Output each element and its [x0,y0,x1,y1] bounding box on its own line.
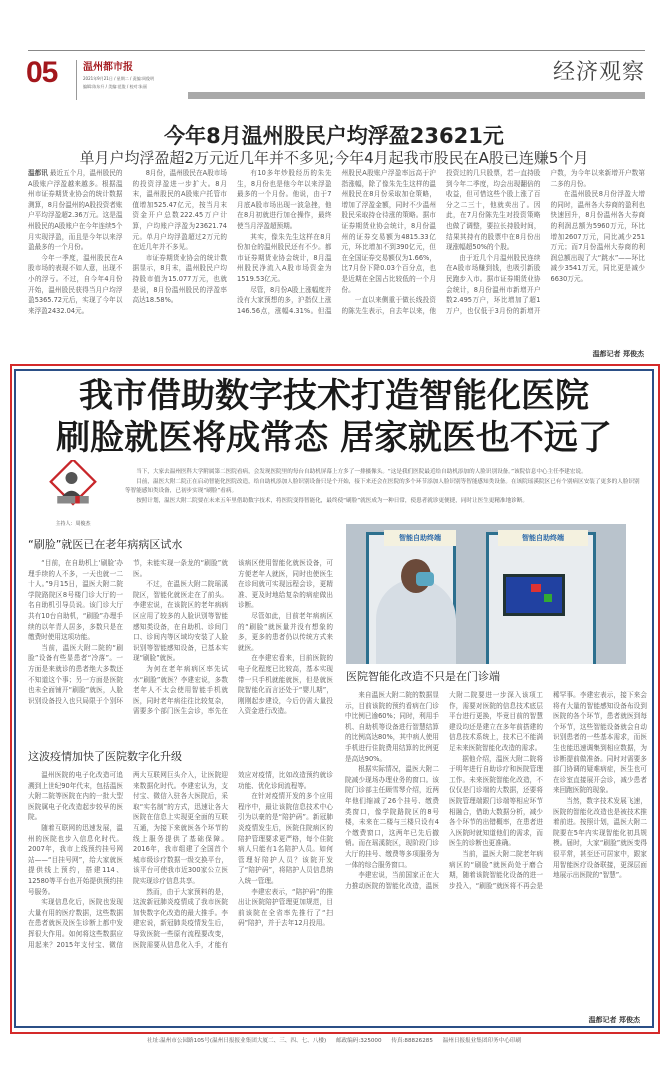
section2-title: 这波疫情加快了医院数字化升级 [28,750,182,763]
paragraph: 在李建宏看来，目前医院的电子化程度已比较高，基本实现带一只手机就能就医，但是就医院智能化而言还处于“婴儿期”，刚刚起步建设，今后仍需大量投入资金进行改造。 [238,654,333,716]
masthead-editors-line: 编辑:陈东升 / 美编:范俊 / 校对:朱丽 [83,84,147,89]
paragraph: 今年一季度，温州股民在A股市场的表现不如人意，出现不小的浮亏。不过，自今年4月份开始，温州股民获得当月户均浮盈5365.72元后，实现了今年以来浮盈2432.04元。 [28,253,123,315]
lead-text: 最近五个月，温州股民的A股账户浮盈越来越多。根据温州市证券期货业协会的统计数据测算，8月份温州的A股投资者账户平均浮盈超2.36万元。这是温州股民的A股账户在今年连续5个月实现浮盈，而且是今年以来浮盈最多的一个月份。 [28,169,123,252]
paragraph: 尽管，8月份A股上涨幅度并没有大家预想的多，沪指仅上涨146.56点，涨幅4.31%。但温州股民A股账户浮盈率远高于沪指涨幅，除了像朱先生这样的温州股民在8月份采取加仓策略，增加了浮盈金额，同时不少温州股民采取持仓待涨的策略。据市证券期货业协会统计，8月份温州的证券交易额为4815.33亿元，环比增加不到390亿元，但在全国证券交易额仅为1.66%，比7月份下降0.03个百分点，也是近期在全国占比较低的一个月份。 [237,169,436,315]
masthead-bar [188,92,645,99]
paragraph: 按照计划，温医大附二院要在未来五年里借助数字技术，将医院变得智能化，最终使“刷脸”就医成为一种日常，使患者就诊更便捷，同时让医生更精准地诊断。 [136,497,528,504]
paragraph: 尽管如此，目前老年病病区的“刷脸”就医量并没有想象的多，更多的患者仍以传统方式来就医。 [238,611,333,652]
paper-name: 温州都市报 [83,62,133,73]
top-article-headline: 今年8月温州股民户均浮盈23621元 [164,124,504,148]
section3-body [345,690,647,1012]
footer-fax: 传真:88826285 [391,1038,433,1044]
paragraph: 据他介绍，温医大附二院将于明年进行自助诊疗和医院管理工作。未来医院智能化改造，不仅仅是门诊端的大数据，还要将医院管理端跟门诊端等相应环节相融合，借助大数据分析，减少各个环节的出错概率，在患者进入医院时就知道他们的需求，而医生的诊断也更准确。 [449,754,543,848]
footer-printer: 温州日报报业集团印务中心印刷 [442,1038,521,1044]
masthead-rule [28,50,645,51]
paragraph: 当前，温医大附二院的“刷脸”设备有些显患者“冷落”。一方面是来就诊的患者绝大多数还不知道这个事；另一方面是医院也未全面铺开“刷脸”就医，人脸识别设备投入也只局限于个别环节，未能实现一条龙的“刷脸”就医。 [28,559,228,705]
top-article-subheadline: 单月户均浮盈超2万元近几年并不多见;今年4月起我市股民在A股已连赚5个月 [79,149,589,167]
paragraph: 当前，温医大附二院老年病病区的“刷脸”就医尚处于磨合期，随着该院智能化设备的进一步投入，“刷脸”就医将不再会是稀罕事。李建宏表示，接下来会将有大量的智能感知设备布设到医院的各个环节，患者就医到每个环节，这些智能设备就会自动识别患者的一些基本需求，而医生也能迅速调集到相应数据，为诊断提前做准备。同时对需要多部门协调的疑难病症，医生也可在诊室直接展开会诊，减少患者来回跑医院的现象。 [449,691,647,890]
host-label: 主持人：周俊杰 [55,521,91,527]
paragraph: 来自温医大附二院的数据显示，目前该院的预约看病在门诊中比例已逾60%；同时，利用手机、自助机等设备进行智慧结算的比例高达80%，其中病人使用手机进行住院费用结算的比例更是高达90%。 [345,691,439,763]
paragraph: 目前，温医大附二院正在启动智能化医院改造，给自助机添加人脸识别设备只是个开始，接下来还会在医院的多个环节添加人脸识别等智能感知类设备。在该院瑶溪院区已有个别病区安装了更多的人脸识别等智能感知类设备，已初步实现“刷脸”看病。 [125,478,640,495]
page-number: 05 [26,56,58,89]
masthead-separator [76,60,77,100]
feature-headline-line1: 我市借助数字技术打造智能化医院 [79,376,589,416]
footer-address: 社址:温州市公园路105号(温州日报报业集团大厦二、三、四、七、八楼) [147,1038,327,1044]
paragraph: 不过，在温医大附二院瑶溪院区，智能化就医走在了前头。李建宏说，在该院区的老年病病区应用了较多的人脸识别等智能感知类设备，在自助机、诊间门口、诊间内等区域均安装了人脸识别等智能感知设备，已基本实现“刷脸”就医。 [133,580,228,663]
paragraph: 当下，大家去温州医科大学附属第二医院看病，会发现医院里的每台自助机屏幕上方多了一排摄像头。“这是我们医院最近给自助机添加的人脸识别设备。”该院信息中心主任李建宏说。 [136,469,587,475]
hospital-kiosk-photo [346,524,626,664]
footer [0,1036,668,1044]
top-article-byline: 温都记者 郑俊杰 [592,350,644,358]
top-article-body [28,168,645,346]
paragraph: 当然，数字技术发展飞速，医院的智能化改造也是被技术推着前进。按照计划，温医大附二院要在5年内实现智能化初具规模。届时，大家“刷脸”就医变得很平常，甚至还可居家中，跟家用智能医疗设备联接，更深层面地展示出医院的“智慧”。 [553,796,647,880]
host-avatar [38,460,108,530]
paragraph: 在针对疫情开发的多个应用程序中，最让该院信息技术中心引为以豪的是“陪护码”。新冠肺炎疫情发生后，医院住院病区的陪护管理要求更严格，每个住院病人只能有1名陪护人员。如何管理好陪护人员？该院开发了“陪护码”，将陪护人员信息纳入统一管理。 [238,792,333,885]
paragraph: 随着互联网的迅速发展，温州的医院也步入信息化时代。2007年，我市上线预约挂号网站——“目挂号网”，给大家就医提供线上预约，搭建114、12580等平台也开始提供预约挂号服务。 [28,823,123,896]
section-title: 经济观察 [552,60,645,85]
section1-body [28,558,333,744]
feature-headline-line2: 刷脸就医将成常态 居家就医也不远了 [56,418,612,458]
paragraph: 一直以来侧重于做长线投资的陈先生表示，自去年以来，他投资过的几只股票，若一直持股到今年二季度，均会出现翻倍的收益，但可惜这些个股上涨了百分之二三十，他就卖出了。因此，在7月份陈先生对投资策略也做了调整，要拉长持股时间，结果其持有的股票中在8月份出现涨幅超50%的个股。 [341,169,541,315]
paragraph: 为何在老年病病区率先试水“刷脸”就医？李建宏说，多数老年人不太会使用智能手机就医，同时老年病往往比较复杂，需要多个部门医生会诊，率先在该病区使用智能化就医设备，可方便老年人就医，同时也使医生在诊间就可实现远程会诊，更精准、更及时地给复杂的病症做出诊断。 [133,559,333,716]
feature-intro [125,468,645,506]
section3-title: 医院智能化改造不只是在门诊端 [346,670,500,683]
footer-postcode: 邮政编码:325000 [335,1038,382,1044]
paragraph: “目前，在自助机上‘刷脸’办理手续的人不多，一天也就一二十人。”9月15日，温医大附二院学院路院区8号楼门诊大厅的一名自助机引导员说。该门诊大厅共有10台自助机，“刷脸”办理手续的以年青人居多，多数只是在缴费时使用这项功能。 [28,559,123,642]
paragraph: 由于近几个月温州股民连续在A股市场赚到钱，也吸引新股民跑步入市。据市证券期货业协会统计，8月份温州市新增开户数2.495万户，环比增加了超1万户，也仅低于3月份的新增开户数，为今年以来新增开户数第二多的月份。 [446,169,645,315]
paragraph: 然而，由于大家预料的是，这波新冠肺炎疫情成了我市医院加快数字化改造的最大推手。李建宏说，新冠肺炎疫情发生后，导致医院一些原有流程要改变，医院需要从信息化入手，才能有效应对疫情，比如改造预约就诊功能、优化诊间流程等。 [133,771,333,949]
lead-paragraph [28,168,123,253]
paragraph: 温州医院的电子化改造可追溯到上世纪90年代末，包括温医大附二院等医院在内的一批大型医院属电子化改造起步较早的医院。 [28,771,123,822]
paragraph: 8月份，温州股民在A股市场的投资浮盈进一步扩大。8月末，温州股民的A股账户托管市值增加525.47亿元，按当月末资金开户总数222.45万户计算，户均账户浮盈为23621.74元。单月户均浮盈超过2万元的在近几年并不多见。 [132,169,227,252]
feature-byline: 温都记者 郑俊杰 [588,1016,640,1024]
paragraph: 市证券期货业协会的统计数据显示，8月末，温州股民户均持股市值为15.077万元，也就是说，8月份温州股民的浮盈率高达18.58%。 [132,253,227,305]
section1-title: “刷脸”就医已在老年病病区试水 [28,538,183,551]
masthead-date-line: 2021年9月21日 / 星期二 / 责编:周俊明 [83,76,154,81]
lead-tag: 温都讯 [28,169,48,177]
kiosk-sign-right: 智能自助终端 [498,530,588,546]
paragraph: 实现信息化后，医院也发现大量有用的医疗数据，这些数据在患者就医及医生诊断上都中发挥很大作用。如何将这些数据应用起来？2015年支付宝、微信两大互联网巨头介入，让医院迎来数据化时代。李建宏认为，支付宝、微信入驻各大医院后，采取“实名制”的方式，迅速让各大医院在信息上实现更全面的互联互通，为接下来就医各个环节的线上服务提供了基础保障。2016年，我市组建了全国首个城市级诊疗数据一级交换平台，该平台可使我市近300家公立医院实现诊疗信息共享。 [28,771,228,949]
paragraph: 其实，像朱先生这样在8月份加仓的温州股民还有不少。都市证券期货业协会统计，8月温州股民净流入A股市场资金为1519.53亿元。 [237,232,332,283]
paragraph: 有10多年炒股经历的朱先生，8月份也是他今年以来浮盈最多的一个月份。他说，由于7月底A股市场出现一波急挫，他在8月初就进行加仓操作，最终使当月浮盈超预期。 [237,169,332,230]
paragraph: 根据实际情况，温医大附二院减少现场办理业务的窗口。该院门诊部主任顾雪琴介绍，近两年他们缩减了26个挂号、缴费类窗口，像学院路院区的8号楼，未来在二楼与三楼只设有4个缴费窗口，这两年已先后撤销。而在瑶溪院区，现阶段门诊大厅的挂号、缴费等多项服务为一体的综合服务窗口。 [345,765,439,869]
paragraph: 李建宏表示，“陪护码”的推出让医院陪护管理更加规范，目前该院在全省率先推行了“扫码”陪护，并于去年12月投用。 [238,887,333,928]
paragraph: 李建宏说，当前国家正在大力推动医院的智能化改造，温医大附二院要进一步深入该项工作，需要对医院的信息技术底层平台进行更换，毕竟目前的智慧建设均还是建立在多年前搭建的信息技术系统上，技术已不能满足未来医院智能化改造的需求。 [345,691,543,890]
section2-body [28,770,333,1025]
paragraph: 在温州股民8月份浮盈大增的同时，温州各大券商的盈利也快速回升，8月份温州各大券商的利润总额为5960万元，环比增加2607万元，同比减少251万元；而7月份温州大券商的利润总额出现了大“跳水”——环比减少3541万元，同比更是减少6630万元。 [550,190,645,283]
kiosk-sign-left: 智能自助终端 [384,530,456,546]
host-portrait-icon [38,460,108,520]
